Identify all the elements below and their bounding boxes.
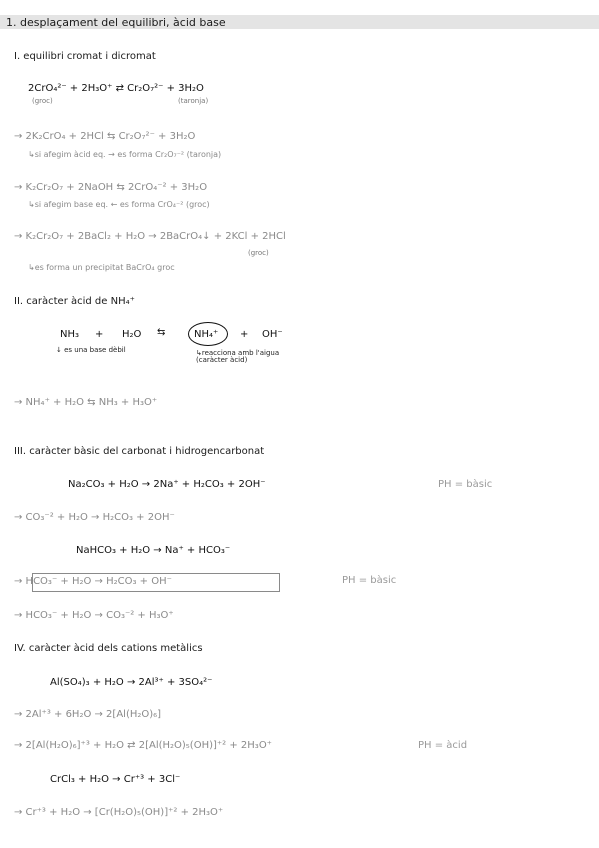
equilibrium-arrow: ⇆: [157, 327, 166, 338]
species-nh4: NH₄⁺: [194, 329, 219, 340]
equation-chromium-b: → Cr⁺³ + H₂O → [Cr(H₂O)₅(OH)]⁺² + 2H₃O⁺: [14, 807, 224, 818]
label-groc-2: (groc): [248, 249, 269, 257]
note-b: ↳si afegim base eq. ← es forma CrO₄⁻² (groc): [28, 200, 210, 209]
ph-acid: PH = àcid: [418, 740, 468, 751]
equation-chromium-chloride: CrCl₃ + H₂O → Cr⁺³ + 3Cl⁻: [50, 774, 181, 785]
plus-sign-2: +: [240, 329, 249, 340]
species-nh3: NH₃: [60, 329, 80, 340]
equation-bicarbonate-b: → HCO₃⁻ + H₂O → CO₃⁻² + H₃O⁺: [14, 610, 174, 621]
section-1-heading: I. equilibri cromat i dicromat: [14, 51, 156, 62]
note-a: ↳si afegim àcid eq. → es forma Cr₂O₇⁻² (taronja): [28, 150, 222, 159]
equation-carbonate: → CO₃⁻² + H₂O → H₂CO₃ + 2OH⁻: [14, 512, 175, 523]
label-taronja: (taronja): [178, 97, 209, 105]
equation-d: → NH₄⁺ + H₂O ⇆ NH₃ + H₃O⁺: [14, 397, 158, 408]
equation-a: → 2K₂CrO₄ + 2HCl ⇆ Cr₂O₇²⁻ + 3H₂O: [14, 131, 196, 142]
equation-aluminium-sulfate: Al(SO₄)₃ + H₂O → 2Al³⁺ + 3SO₄²⁻: [50, 677, 213, 688]
plus-sign-1: +: [95, 329, 104, 340]
note-weak-base: ↓ es una base dèbil: [56, 346, 126, 354]
note-reacts-with-water: ↳reacciona amb l'aigua (caràcter àcid): [196, 349, 280, 365]
equation-sodium-carbonate: Na₂CO₃ + H₂O → 2Na⁺ + H₂CO₃ + 2OH⁻: [68, 479, 266, 490]
ph-basic-2: PH = bàsic: [342, 575, 397, 586]
note-c: ↳es forma un precipitat BaCrO₄ groc: [28, 263, 175, 272]
equation-c: → K₂Cr₂O₇ + 2BaCl₂ + H₂O → 2BaCrO₄↓ + 2KCl + 2HCl: [14, 231, 286, 242]
section-4-heading: IV. caràcter àcid dels cations metàlics: [14, 643, 203, 654]
equation-sodium-bicarbonate: NaHCO₃ + H₂O → Na⁺ + HCO₃⁻: [76, 545, 231, 556]
ph-basic-1: PH = bàsic: [438, 479, 493, 490]
equation-chromate-dichromate: 2CrO₄²⁻ + 2H₃O⁺ ⇄ Cr₂O₇²⁻ + 3H₂O: [28, 83, 204, 94]
species-oh: OH⁻: [262, 329, 283, 340]
page-title: 1. desplaçament del equilibri, àcid base: [6, 16, 226, 29]
section-2-heading: II. caràcter àcid de NH₄⁺: [14, 296, 135, 307]
equation-b: → K₂Cr₂O₇ + 2NaOH ⇆ 2CrO₄⁻² + 3H₂O: [14, 182, 208, 193]
species-h2o: H₂O: [122, 329, 142, 340]
section-3-heading: III. caràcter bàsic del carbonat i hidrogencarbonat: [14, 446, 265, 457]
equation-bicarbonate-boxed: → HCO₃⁻ + H₂O → H₂CO₃ + OH⁻: [14, 576, 172, 587]
label-groc: (groc): [32, 97, 53, 105]
equation-aluminium-b: → 2Al⁺³ + 6H₂O → 2[Al(H₂O)₆]: [14, 709, 162, 720]
equation-aluminium-c: → 2[Al(H₂O)₆]⁺³ + H₂O ⇄ 2[Al(H₂O)₅(OH)]⁺² + 2H₃O⁺: [14, 740, 272, 751]
